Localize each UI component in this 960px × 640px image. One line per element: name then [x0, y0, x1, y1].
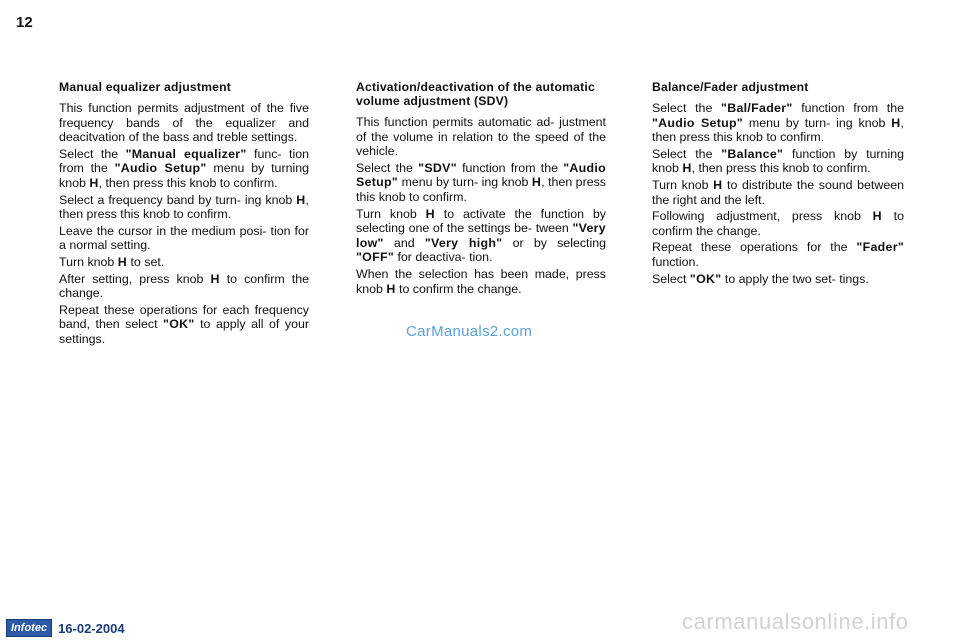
footer-site-watermark: carmanualsonline.info — [682, 609, 909, 634]
section-heading: Manual equalizer adjustment — [59, 80, 231, 94]
bold-term: "OK" — [689, 271, 722, 286]
paragraph — [652, 272, 904, 287]
bold-term: H — [425, 206, 435, 221]
text-run: to activate the function by selecting one of the settings be- tween — [356, 206, 606, 236]
bold-term: H — [891, 115, 901, 130]
text-run: Select the — [356, 160, 419, 175]
bold-term: H — [89, 175, 99, 190]
paragraph — [59, 101, 309, 145]
text-run: Select — [652, 271, 690, 286]
bold-term: "Very high" — [424, 235, 503, 250]
column-sdv — [356, 80, 606, 298]
section-body — [356, 115, 606, 296]
paragraph — [652, 101, 904, 145]
bold-term: "Balance" — [721, 146, 784, 161]
text-run: or by selecting — [502, 235, 607, 250]
text-run: Turn knob — [652, 177, 714, 192]
section-heading: Activation/deactivation of the automatic volume adjustment (SDV) — [356, 80, 595, 108]
footer — [6, 619, 125, 637]
text-run: Select the — [652, 146, 722, 161]
text-run: to confirm the change. — [652, 209, 904, 238]
bold-term: "Audio Setup" — [114, 161, 207, 176]
paragraph — [356, 115, 606, 159]
text-run: menu by turning knob — [59, 161, 309, 190]
paragraph — [652, 240, 904, 269]
paragraph — [356, 267, 606, 296]
column-manual-equalizer — [59, 80, 309, 349]
text-run: menu by turn- ing knob — [743, 115, 892, 130]
text-run: Leave the cursor in the medium posi- tion for a normal setting. — [59, 223, 309, 253]
bold-term: H — [117, 254, 128, 269]
bold-term: "Manual equalizer" — [125, 146, 247, 161]
infotec-logo: Infotec — [6, 619, 52, 637]
text-run: to confirm the change. — [59, 271, 309, 301]
bold-term: "OK" — [163, 317, 195, 332]
text-run: Repeat these operations for the — [652, 240, 857, 255]
text-run: , then press this knob to confirm. — [652, 115, 904, 145]
text-run: to apply the two set- tings. — [721, 271, 869, 286]
text-run: and — [383, 235, 425, 250]
paragraph — [59, 193, 309, 222]
text-run: When the selection has been made, press knob — [356, 266, 606, 296]
text-run: , then press this knob to confirm. — [691, 161, 871, 176]
section-body — [652, 101, 904, 286]
text-run: function. — [652, 254, 699, 269]
text-run: , then press this knob to confirm. — [59, 192, 309, 222]
text-run: function from the — [792, 101, 904, 115]
text-run: to distribute the sound between the right and the left. — [652, 177, 904, 207]
bold-term: H — [386, 281, 396, 296]
text-run: to set. — [127, 254, 165, 269]
bold-term: "SDV" — [418, 160, 457, 175]
text-run: After setting, press knob — [59, 271, 211, 286]
text-run: Repeat these operations for each frequency band, then select — [59, 302, 309, 332]
paragraph — [59, 272, 309, 301]
footer-date: 16-02-2004 — [58, 620, 125, 636]
text-run: Select the — [59, 146, 126, 161]
text-run: function by turning knob — [652, 146, 904, 176]
text-run: menu by turn- ing knob — [398, 175, 532, 190]
paragraph — [652, 147, 904, 176]
text-run: Following adjustment, press knob — [652, 209, 873, 224]
text-run: This function permits adjustment of the five frequency bands of the equalizer and deacitvation of the bass and treble settings. — [59, 101, 309, 145]
text-run: Select the — [652, 101, 722, 115]
text-run: Turn knob — [356, 206, 426, 221]
text-run: This function permits automatic ad- justment of the volume in relation to the speed of the vehicle. — [356, 115, 606, 159]
bold-term: "Audio Setup" — [652, 115, 744, 130]
bold-term: "Fader" — [856, 240, 904, 255]
text-run: for deactiva- tion. — [394, 250, 493, 265]
text-run: to confirm the change. — [395, 281, 522, 296]
text-run: Turn knob — [59, 254, 118, 269]
bold-term: "Very low" — [356, 221, 606, 250]
text-run: function from the — [456, 160, 564, 175]
paragraph — [356, 207, 606, 265]
paragraph — [652, 178, 904, 207]
bold-term: H — [210, 271, 220, 286]
bold-term: "OFF" — [356, 250, 395, 265]
watermark-text: CarManuals2.com — [406, 323, 533, 340]
paragraph — [59, 224, 309, 253]
paragraph — [59, 303, 309, 347]
bold-term: "Audio Setup" — [356, 160, 606, 190]
text-run: , then press this knob to confirm. — [98, 175, 278, 190]
column-balance-fader — [652, 80, 904, 288]
bold-term: H — [872, 209, 882, 224]
paragraph — [356, 161, 606, 205]
bold-term: H — [713, 177, 723, 192]
section-body — [59, 101, 309, 347]
paragraph — [59, 147, 309, 191]
text-run: , then press this knob to confirm. — [356, 175, 606, 204]
paragraph — [652, 209, 904, 238]
text-run: Select a frequency band by turn- ing knob — [59, 192, 297, 207]
page-number: 12 — [16, 14, 33, 31]
section-heading: Balance/Fader adjustment — [652, 80, 809, 94]
paragraph — [59, 255, 309, 270]
text-run: func- tion from the — [59, 146, 309, 176]
bold-term: "Bal/Fader" — [721, 101, 793, 115]
bold-term: H — [682, 161, 692, 176]
bold-term: H — [296, 192, 306, 207]
text-run: to apply all of your settings. — [59, 317, 309, 346]
bold-term: H — [531, 175, 542, 190]
